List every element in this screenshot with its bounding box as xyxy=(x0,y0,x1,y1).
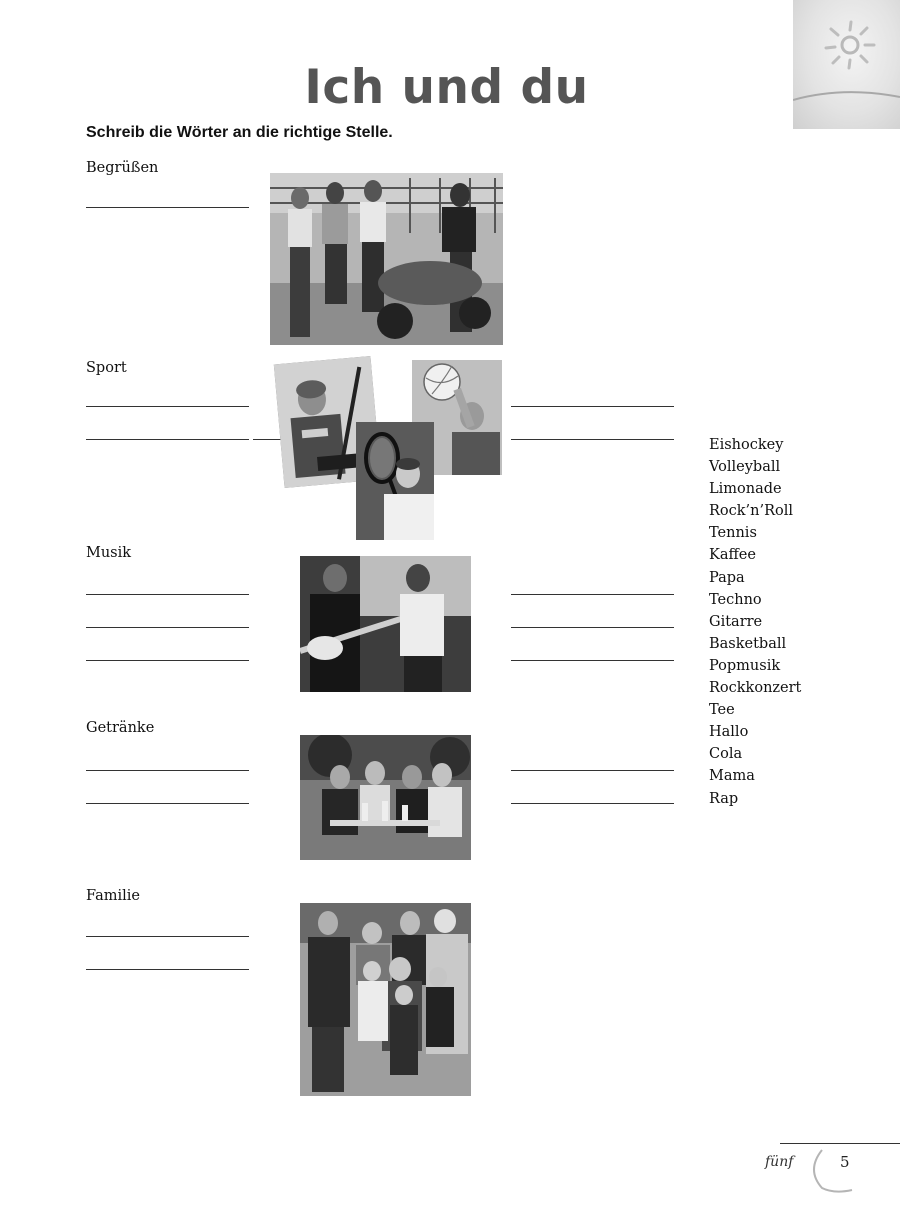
word-bank-item: Rap xyxy=(709,790,739,807)
answer-line[interactable] xyxy=(86,936,249,937)
word-bank-item: Eishockey xyxy=(709,437,784,453)
family-group-photo xyxy=(300,903,471,1096)
word-bank xyxy=(709,434,801,810)
word-bank-item: Rock’n’Roll xyxy=(709,503,794,520)
category-label-musik: Musik xyxy=(86,545,132,561)
category-label-familie: Familie xyxy=(86,888,140,904)
answer-line[interactable] xyxy=(511,803,674,804)
instruction-text: Schreib die Wörter an die richtige Stelle. xyxy=(86,124,393,141)
answer-line[interactable] xyxy=(86,969,249,970)
answer-line[interactable] xyxy=(511,594,674,595)
answer-line[interactable] xyxy=(86,594,249,595)
word-bank-item: Mama xyxy=(709,768,755,785)
answer-line[interactable] xyxy=(86,803,249,804)
word-bank-item: Papa xyxy=(709,569,745,586)
word-bank-item: Limonade xyxy=(709,481,782,498)
answer-line[interactable] xyxy=(511,439,674,440)
word-bank-item: Rockkonzert xyxy=(709,680,802,697)
word-bank-item: Hallo xyxy=(709,724,749,741)
answer-line[interactable] xyxy=(86,406,249,407)
page-arc-decoration xyxy=(808,1146,858,1194)
page-number-word: fünf xyxy=(765,1154,794,1170)
word-bank-item: Volleyball xyxy=(709,459,781,476)
tennis-photo xyxy=(356,422,434,540)
friends-greeting-on-scooter-photo xyxy=(270,173,503,345)
footer-rule xyxy=(780,1143,900,1144)
category-label-sport: Sport xyxy=(86,360,127,376)
category-label-begruessen: Begrüßen xyxy=(86,160,159,176)
answer-line[interactable] xyxy=(511,770,674,771)
answer-line[interactable] xyxy=(86,660,249,661)
answer-line[interactable] xyxy=(86,439,249,440)
answer-line[interactable] xyxy=(511,406,674,407)
page-number: 5 xyxy=(840,1153,850,1171)
word-bank-item: Kaffee xyxy=(709,547,756,564)
answer-line[interactable] xyxy=(86,627,249,628)
category-label-getraenke: Getränke xyxy=(86,720,155,736)
word-bank-item: Cola xyxy=(709,746,743,763)
word-bank-item: Gitarre xyxy=(709,613,763,630)
answer-line[interactable] xyxy=(511,660,674,661)
page-title: Ich und du xyxy=(304,60,589,115)
word-bank-item: Tennis xyxy=(709,525,757,542)
word-bank-item: Popmusik xyxy=(709,657,781,674)
word-bank-item: Tee xyxy=(709,702,735,719)
cafe-drinks-photo xyxy=(300,735,471,860)
answer-line[interactable] xyxy=(511,627,674,628)
band-playing-guitar-photo xyxy=(300,556,471,692)
answer-line[interactable] xyxy=(86,207,249,208)
answer-line[interactable] xyxy=(86,770,249,771)
word-bank-item: Techno xyxy=(709,591,762,608)
word-bank-item: Basketball xyxy=(709,635,787,652)
